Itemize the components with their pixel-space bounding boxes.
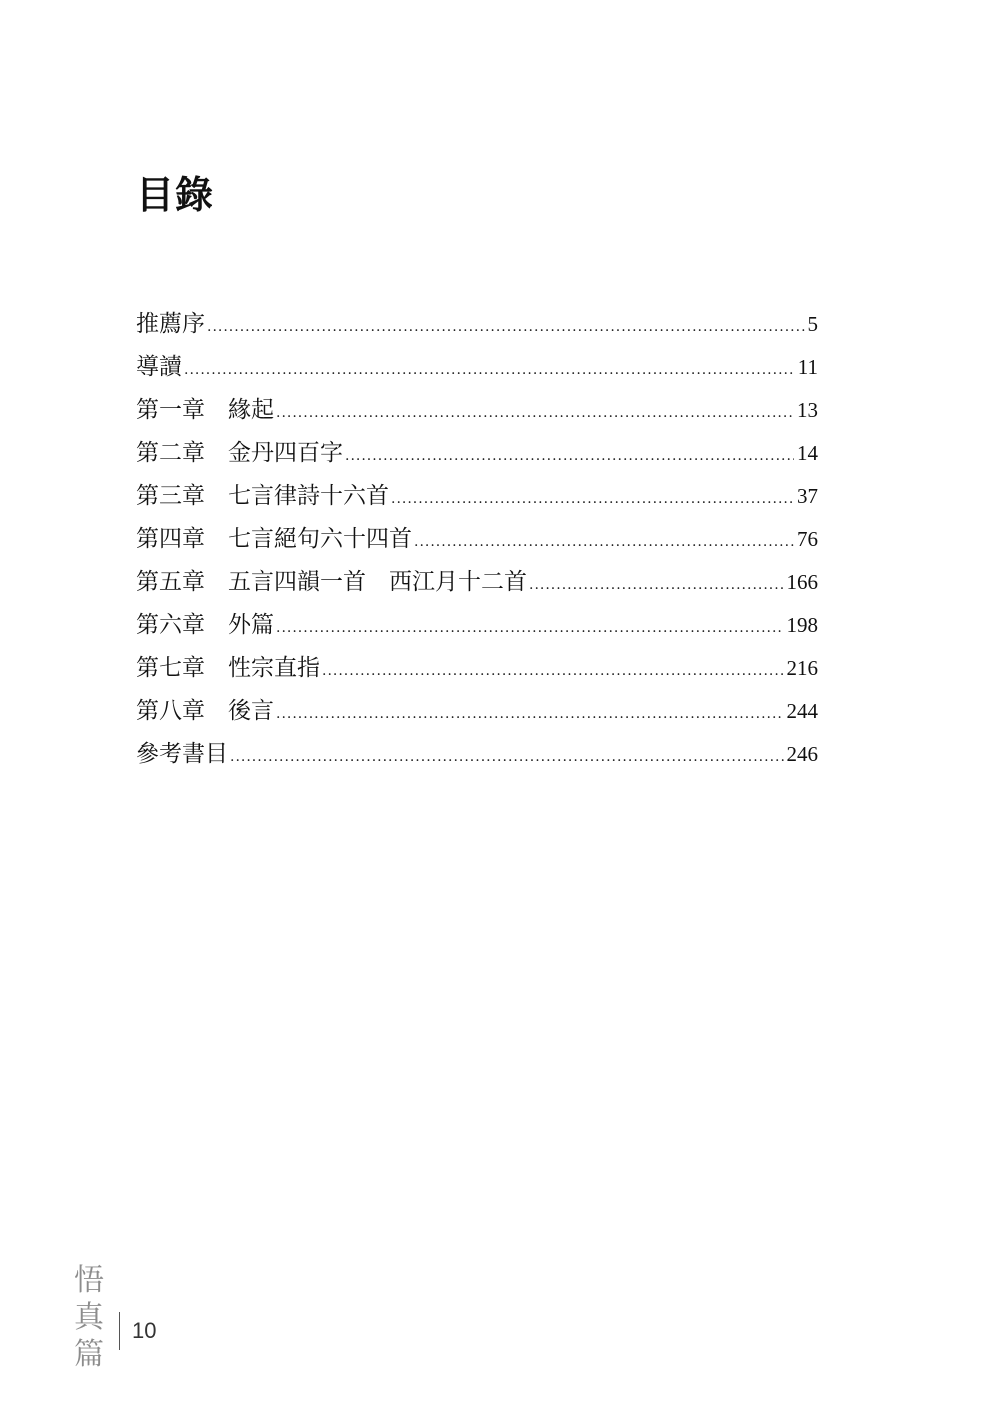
toc-entry-page: 5 (807, 312, 818, 336)
toc-entry-page: 244 (786, 699, 818, 723)
dot-leader (276, 693, 784, 736)
toc-entry-chapter-7[interactable] (136, 647, 818, 690)
page-title: 目錄 (136, 172, 215, 217)
toc-entry-page: 166 (786, 570, 818, 594)
toc-entry-page: 11 (797, 355, 818, 379)
toc-entry-label: 導讀 (136, 354, 182, 380)
toc-entry-label: 第六章 外篇 (136, 612, 274, 638)
toc-entry-label: 第一章 緣起 (136, 397, 274, 423)
toc-entry-page: 198 (786, 613, 818, 637)
footer-book-title-char: 悟 (74, 1263, 104, 1298)
toc-entry-label: 第四章 七言絕句六十四首 (136, 526, 412, 552)
toc-entry-page: 76 (797, 527, 818, 551)
page-number: 10 (132, 1318, 157, 1343)
dot-leader (345, 435, 794, 478)
toc-entry-page: 216 (786, 656, 818, 680)
toc-entry-label: 參考書目 (136, 741, 228, 767)
table-of-contents (136, 303, 818, 776)
dot-leader (276, 607, 784, 650)
toc-entry-introduction[interactable] (136, 346, 818, 389)
toc-entry-page: 14 (797, 441, 818, 465)
toc-entry-chapter-6[interactable] (136, 604, 818, 647)
toc-entry-label: 第二章 金丹四百字 (136, 440, 343, 466)
dot-leader (230, 736, 784, 779)
toc-entry-page: 13 (797, 398, 818, 422)
footer-book-title-char: 篇 (74, 1337, 104, 1372)
toc-entry-chapter-2[interactable] (136, 432, 818, 475)
toc-entry-preface[interactable] (136, 303, 818, 346)
toc-entry-chapter-8[interactable] (136, 690, 818, 733)
dot-leader (184, 349, 795, 392)
dot-leader (207, 306, 805, 349)
dot-leader (276, 392, 794, 435)
toc-entry-label: 第五章 五言四韻一首 西江月十二首 (136, 569, 527, 595)
footer-book-title-char: 真 (74, 1300, 104, 1335)
toc-entry-chapter-1[interactable] (136, 389, 818, 432)
dot-leader (322, 650, 784, 693)
dot-leader (391, 478, 794, 521)
footer-divider (119, 1312, 120, 1350)
dot-leader (414, 521, 794, 564)
toc-entry-label: 第三章 七言律詩十六首 (136, 483, 389, 509)
toc-entry-page: 246 (786, 742, 818, 766)
dot-leader (529, 564, 784, 607)
toc-entry-chapter-4[interactable] (136, 518, 818, 561)
toc-entry-label: 推薦序 (136, 311, 205, 337)
toc-entry-bibliography[interactable] (136, 733, 818, 776)
toc-entry-page: 37 (797, 484, 818, 508)
toc-entry-chapter-3[interactable] (136, 475, 818, 518)
toc-entry-label: 第八章 後言 (136, 698, 274, 724)
toc-entry-chapter-5[interactable] (136, 561, 818, 604)
footer-book-title (72, 1262, 106, 1373)
toc-entry-label: 第七章 性宗直指 (136, 655, 320, 681)
